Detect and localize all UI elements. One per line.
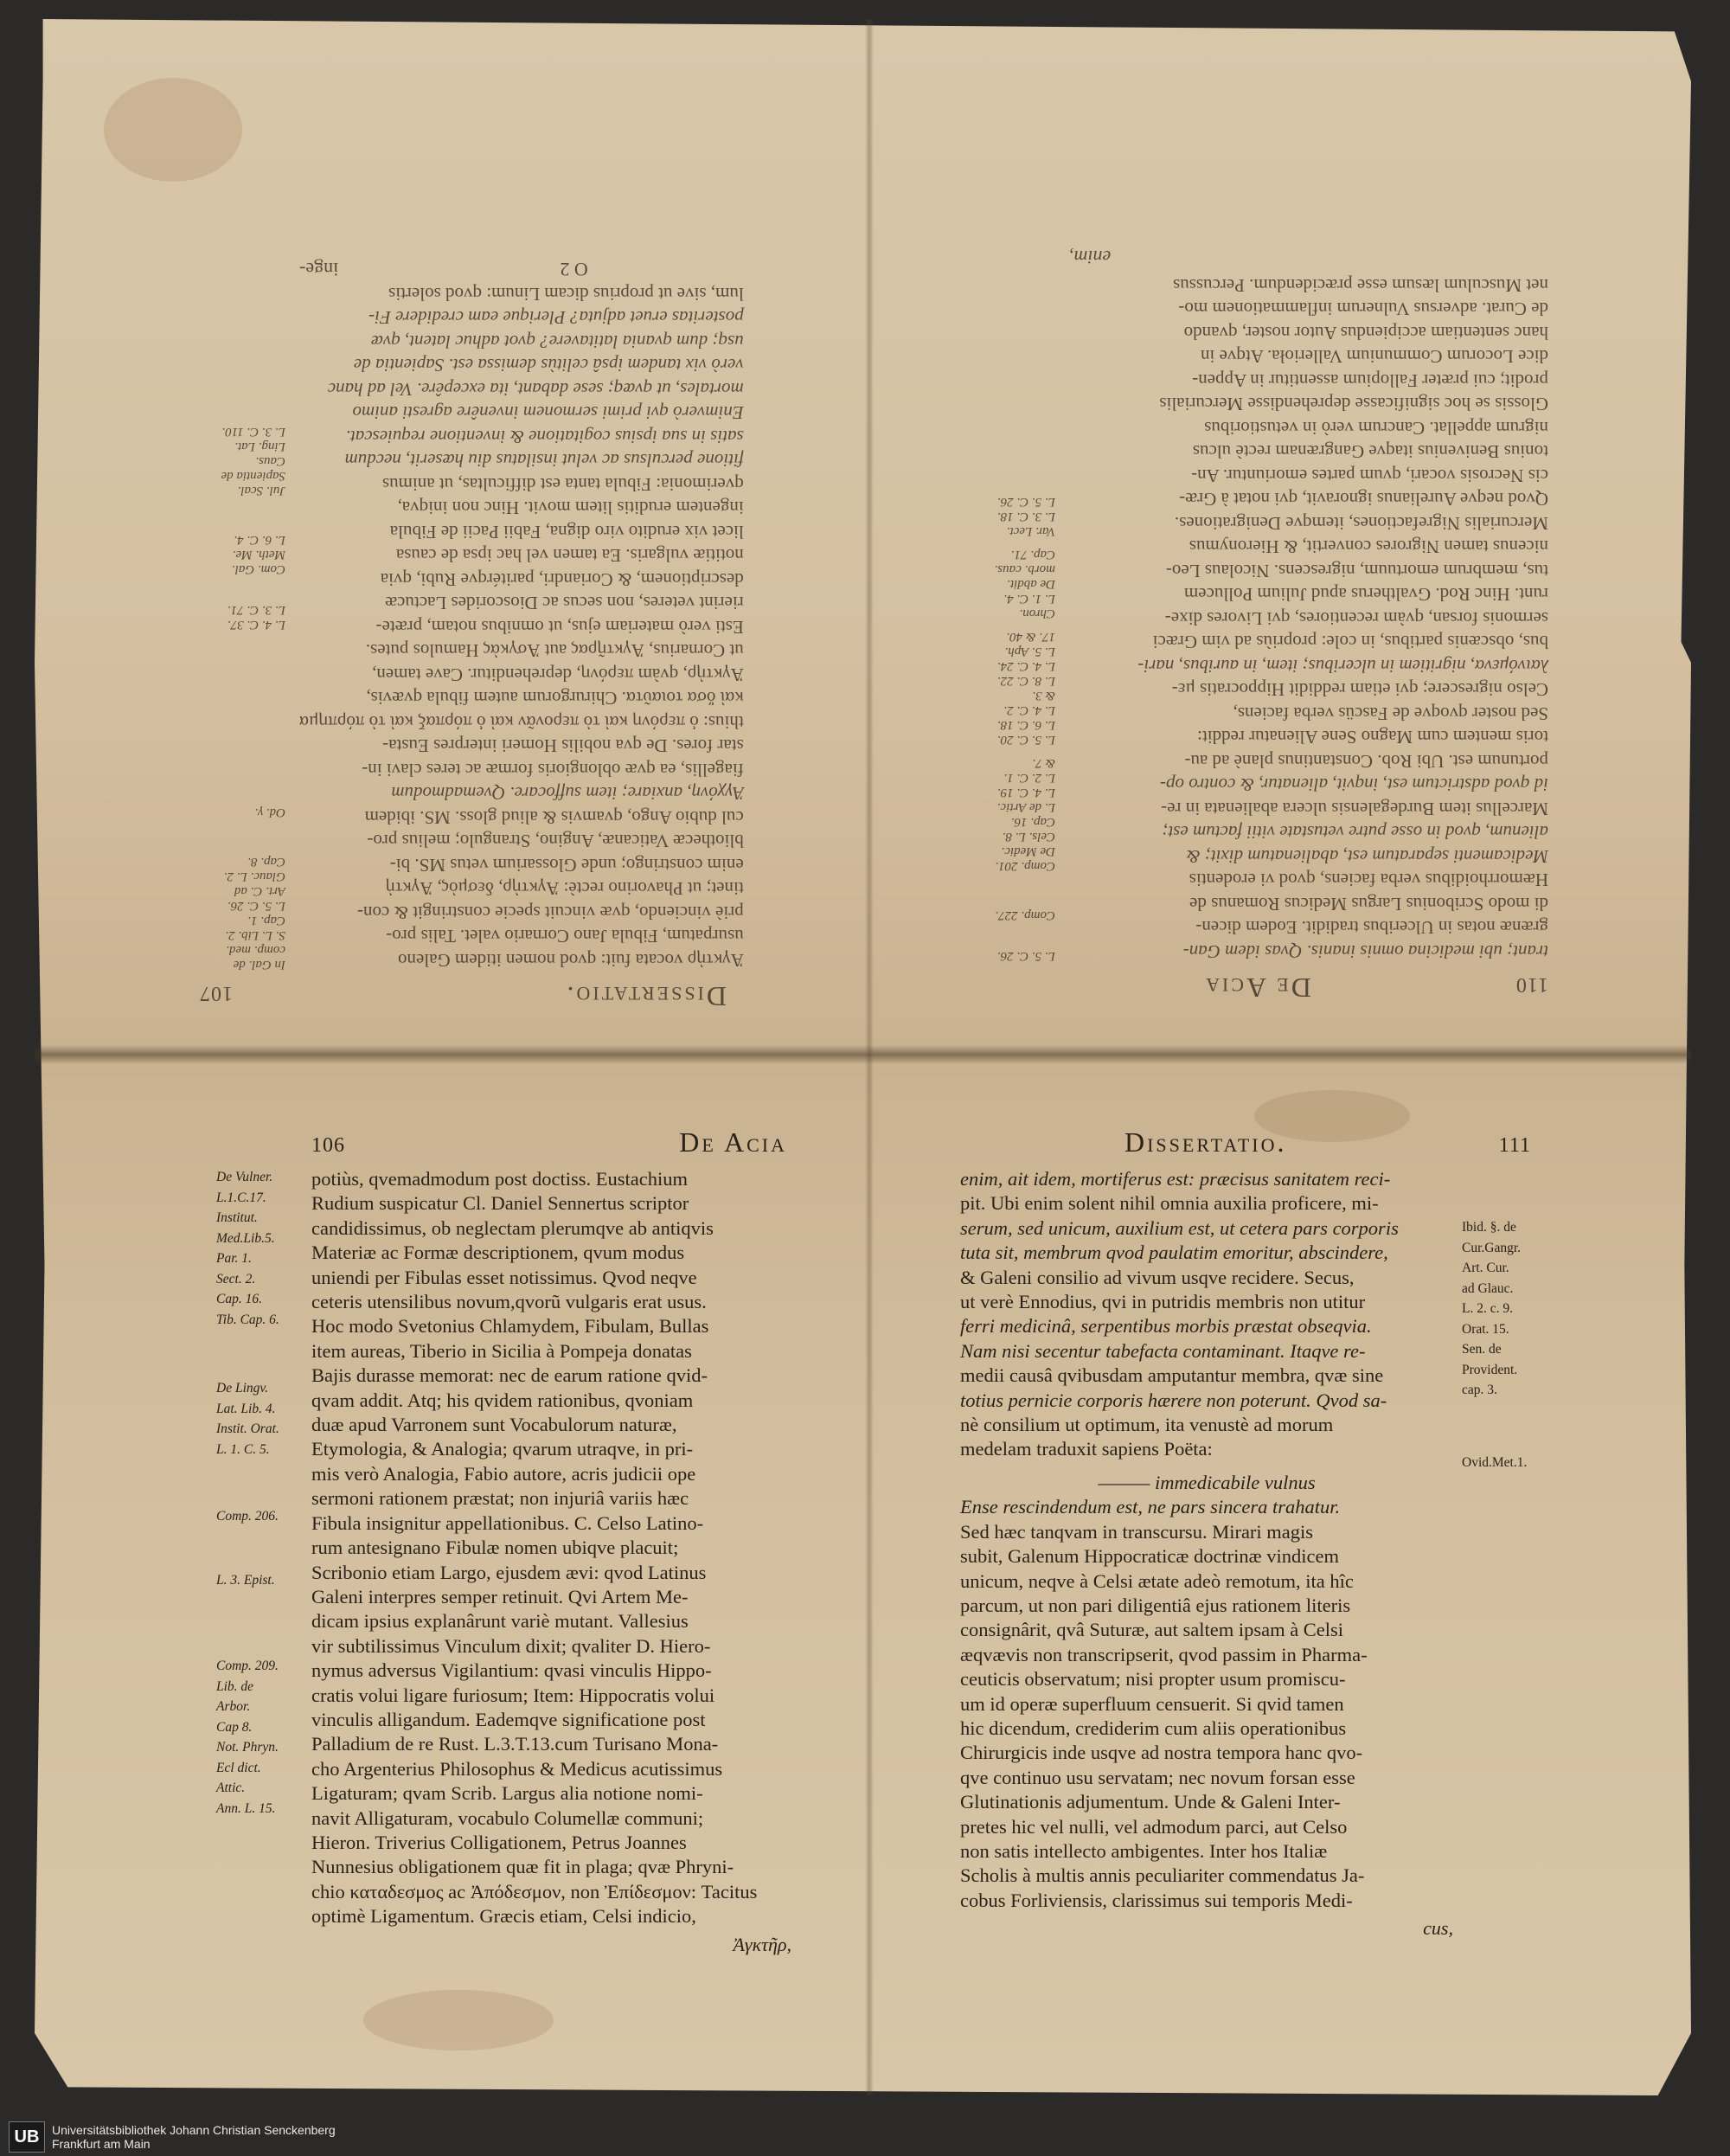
text-line: dice Locorum Communium Vallerioła. Atqve in [1200,346,1548,368]
page-110-inverted [973,164,1548,1004]
text-line: descriptionem, & Coriandri, paritérqve Rubi, qvia [380,569,744,590]
text-line: nè consilium ut optimum, ita venustè ad morum [960,1414,1334,1436]
text-line: net Musculum læsum esse præcidendum. Percussus [1173,275,1548,296]
text-line: serum, sed unicum, auxilium est, ut cetera pars corporis [960,1216,1399,1239]
page-columns [973,246,1548,963]
text-line: medelam traduxit sapiens Poëta: [960,1438,1213,1460]
margin-note: De Vulner. L.1.C.17. Institut. Med.Lib.5. Par. 1. Sect. 2. Cap. 16. Tib. Cap. 6. [216,1170,279,1327]
text-line: hic dicendum, crediderim cum aliis operationibus [960,1716,1347,1739]
library-name: Universitätsbibliothek Johann Christian Senckenberg [52,2123,336,2137]
text-line: grænæ notas in Ulceribus tradidit. Eodem dicen- [1195,917,1548,939]
text-line: licet vix erudito viro digna, Fabii Pacii de Fibula [389,522,744,542]
text-line: æqvævis non transcripserit, qvod passim in Pharma- [960,1643,1368,1665]
text-line: nigrum appellat. Cancrum verò in vetustioribus [1204,418,1548,439]
verse-line: ——— immedicabile vulnus [1098,1471,1316,1493]
margin-note: Comp. 227. [995,908,1055,922]
margin-note: L. 3. Epist. [216,1572,275,1588]
text-line: candidissimus, ob neglectam plerumqve ab antiqvis [311,1216,714,1239]
running-title: Dissertatio. [564,981,727,1012]
text-line: cul dubio Ango, qvamvis & aliud gloss. MS. ibidem [364,807,744,828]
text-line: ingentem eruditis litem movit. Hinc non iniqva, [397,497,744,519]
margin-note: Comp. 201. De Medic. Cels. L. 8. Cap. 16. L. de Artic. L. 4. C. 19. L. 2. C. 1. & 7. [995,756,1055,873]
text-line: lum, sive ut proprius dicam Linum: qvod solertis [388,284,744,305]
text-line: sermonis forsan, qvàm recentiores, qvi Livores dixe- [1164,608,1548,629]
page-107-inverted [199,147,744,1012]
text-line: potiùs, qvemadmodum post doctiss. Eustachium [311,1168,688,1190]
text-line: di modo Scribonius Largus Medicus Romanus de [1189,894,1548,914]
text-line: & Galeni consilio ad vivum usqve recidere. Secus, [960,1266,1355,1288]
text-line: Hæmorrhoidibus verba faciens, qvod vi erodentis [1189,869,1548,891]
text-line: mis verò Analogia, Fabio autore, acris judicii ope [311,1462,696,1485]
text-line: notitiæ vulgaris. Ea tamen vel hac ipsa de causa [395,545,744,567]
text-line: cobus Forliviensis, clarissimus sui temporis Medi- [960,1889,1353,1911]
text-line: mortales, ut qvæq; sese dabant, ita excepêre. Vel ad hanc [327,379,744,400]
page-111 [960,1126,1652,1941]
text-line: Hoc modo Svetonius Chlamydem, Fibulam, Bullas [311,1315,709,1338]
margin-note: L. 5. C. 26. [996,949,1055,963]
text-line: totius pernicie corporis hærere non poterunt. Qvod sa- [960,1389,1387,1411]
text-line: toris mentem cum Magno Sene Alienatur reddit: [1197,727,1548,748]
text-line: tuta sit, membrum qvod paulatim emoritur, abscindere, [960,1242,1388,1264]
text-line: cis Necrosis vocari, qvum partes emoriuntur. An- [1191,465,1548,486]
text-line: de Curat. adversus Vulnerum inflammationem mo- [1178,298,1548,320]
body-text [311,1167,839,1957]
catchword: inge- [299,259,339,281]
paper-stain [363,1990,554,2050]
page-106 [216,1126,839,1957]
text-line: enim, ait idem, mortiferus est: præcisus sanitatem reci- [960,1168,1391,1190]
text-line: Scholis à multis annis peculiariter commendatus Ja- [960,1864,1365,1887]
text-line: ut Cornarius, Ἀγκτῆρας aut Ἀσγκὰς Hamulos putes. [365,640,744,662]
text-line: pit. Ubi enim solent nihil omnia auxilia proficere, mi- [960,1192,1379,1215]
text-line: Mercurialis Nigrefactiones, itemqve Denigrationes. [1174,513,1548,534]
text-line: unicum, neqve à Celsi ætate adeò remotum, ita hîc [960,1569,1354,1592]
text-line: Palladium de re Rust. L.3.T.13.cum Turisano Mona- [311,1733,719,1755]
text-line: bliothecæ Vaticanæ, Angino, Strangulo; melius pro- [367,831,744,852]
signature-mark: O 2 [560,259,588,281]
text-line: λαινόμενα, nigritiem in ulceribus; item, in auribus, nari- [1137,656,1548,677]
text-line: Scribonio etiam Largo, ejusdem ævi: qvod Latinus [311,1561,707,1583]
page-number: 107 [199,982,233,1004]
margin-notes [973,246,1055,963]
text-line: vinculis alligandum. Eademqve significatione post [311,1708,706,1730]
margin-note: In Gal. de comp. med. S. L. Lib. 2. Cap. 1. L. 5. C. 26. Art. C. ad Glauc. L. 2. Cap. 8. [223,855,285,972]
text-line: vir subtilissimus Vinculum dixit; qvaliter D. Hiero- [311,1634,711,1657]
page-number: 111 [1498,1134,1531,1157]
text-line: fitione perculsus ac velut insilatus diu hæserit, necdum [344,450,744,472]
text-line: prodit; cui præter Fallopium assentitur in Appen- [1192,370,1548,391]
text-line: Galeni interpres semper retinuit. Qvi Artem Me- [311,1585,689,1607]
page-columns [960,1167,1652,1941]
text-line: hanc sententiam accipiendus Autor noster, qvando [1183,323,1548,343]
margin-note: Ovid.Met.1. [1462,1454,1528,1470]
text-line: subit, Galenum Hippocraticæ doctrinæ vindicem [960,1545,1340,1568]
text-line: id qvod adstrictum est, inqvit, alienatur, & contro op- [1160,774,1548,796]
margin-note: L. 5. C. 20. L. 6. C. 18. L. 4. C. 2. & 3. L. 8. C. 22. L. 4. C. 24. L. 5. Aph. 17. & 40. [996,630,1055,747]
text-line: tinet; ut Phavorino rectè: Ἀγκτὴρ, δεσμὸς, Ἀγκτὴ [385,878,744,900]
text-line: Rudium suspicatur Cl. Daniel Sennertus scriptor [311,1192,689,1215]
text-line: priè vinciendo, qvæ vincuit specie constringit & con- [356,902,744,923]
text-line: satis in sua ipsius cogitatione & inventione requiescat. [345,427,744,447]
text-line: usq; dum qvania latitavere? qvot adhuc latent, qvæ [370,331,744,352]
library-credit [52,2123,336,2151]
text-line: uniendi per Fibulas esset notissimus. Qvod neqve [311,1266,697,1288]
margin-note: Ibid. §. de Cur.Gangr. Art. Cur. ad Glauc. L. 2. c. 9. Orat. 15. Sen. de Provident. cap. 3. [1462,1220,1522,1397]
text-line: item aureas, Tiberio in Sicilia à Pompeja donatas [311,1339,692,1362]
text-line: medii causâ qvibusdam amputantur membra, qvæ sine [960,1364,1384,1387]
text-line: navit Alligaturam, vocabulo Columellæ communi; [311,1806,704,1829]
library-footer [0,2118,1730,2156]
text-line: Hieron. Triverius Colligationem, Petrus Joannes [311,1831,687,1853]
text-line: enim constringo; unde Glossarium vetus MS. bi- [389,855,744,876]
text-line: cratis volui ligare furiosum; Item: Hippocratis volui [311,1684,715,1706]
text-line: ceuticis observatum; nisi propter usum promiscu- [960,1668,1346,1691]
text-line: Materiæ ac Formæ descriptionem, qvum modus [311,1242,685,1264]
text-line: um id operæ superfluum censuerit. Si qvid tamen [960,1692,1344,1715]
text-line: Esti verò materiam ejus, ut omnibus notam, præte- [375,617,744,638]
text-line: Medicamenti separatum est, abalienatum dixit; & [1186,846,1548,867]
text-line: Marcellus item Burdegalensis ulcera abalienata in re- [1161,799,1548,819]
body-text [960,1167,1453,1941]
body-text [1069,246,1548,963]
text-line: Bajis durasse memorat: nec de earum ratione qvid- [311,1364,708,1387]
text-line: Celso nigrescere; qvi etiam reddidit Hippocratis με- [1171,679,1548,701]
text-line: cho Argenterius Philosophus & Medicus acutissimus [311,1757,723,1780]
margin-note: Jul. Scal. Sapientia de Caus. Ling. Lat. L. 3. C. 110. [221,425,285,497]
text-line: trant; ubi medicina omnis inanis. Qvas idem Gan- [1182,941,1548,962]
text-line: Etymologia, & Analogia; qvarum utraqve, in pri- [311,1438,694,1460]
margin-note: Od. γ. [254,805,285,819]
margin-note: Comp. 206. [216,1509,279,1524]
page-foot [299,258,744,282]
margin-note: De Lingv. Lat. Lib. 4. Instit. Orat. L. 1. C. 5. [216,1381,279,1457]
text-line: duæ apud Varronem sunt Vocabulorum naturæ, [311,1414,677,1436]
text-line: parcum, ut non pari diligentiâ ejus rationem literis [960,1594,1351,1616]
catchword: cus, [1423,1917,1453,1940]
running-title: De Acia [679,1126,787,1158]
page-header [973,972,1548,1004]
text-line: καὶ ὅσα τοιαῦτα. Chirurgorum autem fibula qvævis, [366,688,744,709]
page-number: 106 [311,1134,345,1157]
text-line: sermoni rationem præstat; non injuriâ variis hæc [311,1487,689,1510]
text-line: chio καταδεσμος ac Ἀπόδεσμον, non Ἐπίδεσμον: Tacitus [311,1880,758,1903]
text-line: qvam addit. Atq; his qvidem rationibus, qvoniam [311,1389,694,1411]
ub-logo-icon: UB [9,2121,45,2153]
text-line: Glutinationis adjumentum. Unde & Galeni Inter- [960,1791,1341,1813]
verse-line: Ense rescindendum est, ne pars sincera trahatur. [960,1496,1341,1518]
text-line: portunum est. Ubi Rob. Constantinus planè ad au- [1184,751,1548,772]
text-line: Qvod neqve Aurelianus ignoravit, qvi notat à Græ- [1179,489,1548,510]
text-line: tus, membrum emortuum, nigrescens. Nicolaus Leo- [1165,561,1548,581]
margin-notes [199,258,285,972]
page-header [199,980,727,1012]
text-line: Ἀγχόνη, anxiare; item suffocare. Qvemadmodum [391,783,744,805]
margin-note: Var. Lect. L. 3. C. 18. L. 5. C. 26. [996,495,1055,538]
library-location: Frankfurt am Main [52,2137,151,2151]
text-line: pretes hic vel nulli, vel admodum parci, aut Celso [960,1815,1348,1838]
text-line: nymus adversus Vigilantium: qvasi vinculis Hippo- [311,1659,712,1682]
page-header [216,1126,839,1158]
text-line: fiagellis, ea qvæ oblongioris formæ ac teres clavi in- [362,760,744,780]
text-line: Nunnesius obligationem quæ fit in plaga; qvæ Phryni- [311,1856,734,1878]
text-line: runt. Hinc Rod. Gvaltherus apud Julium Pollucem [1183,584,1548,606]
text-line: alienum, qvod in osse putre vetustate vitii factum est; [1162,822,1548,844]
page-number: 110 [1515,973,1548,996]
text-line: rierint veteres, non secus ac Dioscorides Lactucæ [385,593,744,614]
text-line: Ἀγκτὴρ, qvàm περόνη, deprehenditur. Cave tamen, [372,664,744,685]
text-line: nicenus tamen Nigrores convertit, & Hieronymus [1189,536,1548,558]
text-line: non satis intellecto ambigentes. Inter hos Italiæ [960,1839,1328,1862]
text-line: Nam nisi secentur tabefacta contaminant. Itaqve re- [960,1339,1366,1362]
text-line: tonius Benivenius itaqve Gangrænam rectè ulcus [1192,441,1548,463]
text-line: Sed hæc tanqvam in transcursu. Mirari magis [960,1520,1314,1543]
horizontal-fold [35,1045,1691,1064]
text-line: usurpatum, Fibula Jano Cornario valet. Talis pro- [386,926,744,947]
page-header [960,1126,1652,1158]
margin-note: Com. Gal. Meth. Me. L. 6. C. 4. [231,533,285,576]
text-line: Enimverò qvi primi sermonem invenêre agresti animo [352,402,744,424]
text-line: Ἀγκτὴρ vocata fuit: qvod nomen itidem Galeno [398,950,744,971]
page-columns [216,1167,839,1957]
margin-note: Comp. 209. Lib. de Arbor. Cap 8. Not. Phryn. Ecl dict. Attic. Ann. L. 15. [216,1659,279,1816]
running-title: De Acia [1203,972,1311,1004]
text-line: posteritas eruet adjuta? Plerique eam credidere Fi- [368,307,744,329]
text-line: optimè Ligamentum. Græcis etiam, Celsi indicio, [311,1905,696,1928]
text-line: qve continuo usu servatam; nec novum forsan esse [960,1766,1355,1788]
catchword: enim, [1069,247,1112,269]
text-line: Glossis se hoc significasse deprehendisse Mercurialis [1159,394,1548,415]
text-line: dicam ipsius explanârunt variè mutant. Vallesius [311,1610,689,1633]
page-columns [199,258,744,972]
text-line: rum antesignano Fibulæ nomen ubiqve placuit; [311,1537,679,1559]
body-text [299,258,744,972]
text-line: star fores. De qva nobilis Homeri interpres Eusta- [382,735,744,757]
text-line: Fibula insignitur appellationibus. C. Celso Latino- [311,1511,704,1534]
text-line: thius: ὁ περόνη καὶ τὸ περονᾶν καὶ ὁ πόρπαξ καὶ τὸ πόρπημα [299,712,744,733]
text-line: bus, obscænis partibus, in cole: propriùs ad vim Græci [1152,632,1548,653]
margin-note: L. 4. C. 37. L. 3. C. 71. [227,603,285,632]
running-title: Dissertatio. [1124,1126,1287,1158]
catchword: Ἀγκτῆρ, [733,1933,791,1955]
text-line: ferri medicinâ, serpentibus morbis præstat obseqvia. [960,1315,1372,1338]
margin-notes [216,1167,303,1957]
text-line: ut verè Ennodius, qvi in putridis membris non utitur [960,1291,1366,1313]
margin-notes [1462,1167,1557,1941]
text-line: Sed noster qvoqve de Fascüs verba faciens, [1233,703,1548,724]
text-line: ceteris utensilibus novum,qvorũ vulgaris erat usus. [311,1291,707,1313]
text-line: verò vix tandem ipsâ celitùs demissa est. Sapientia de [353,355,744,376]
text-line: qverimonia: Fibula tanta est difficultas, ut animus [381,474,744,495]
margin-note: Chron. L. 1. C. 4. De abdit. morb. caus. Cap. 71. [994,548,1055,620]
text-line: Chirurgicis inde usqve ad nostra tempora hanc qvo- [960,1742,1363,1764]
text-line: consignârit, qvâ Suturæ, aut saltem ipsam à Celsi [960,1619,1344,1641]
text-line: Ligaturam; qvam Scrib. Largus alia notione nomi- [311,1782,703,1805]
